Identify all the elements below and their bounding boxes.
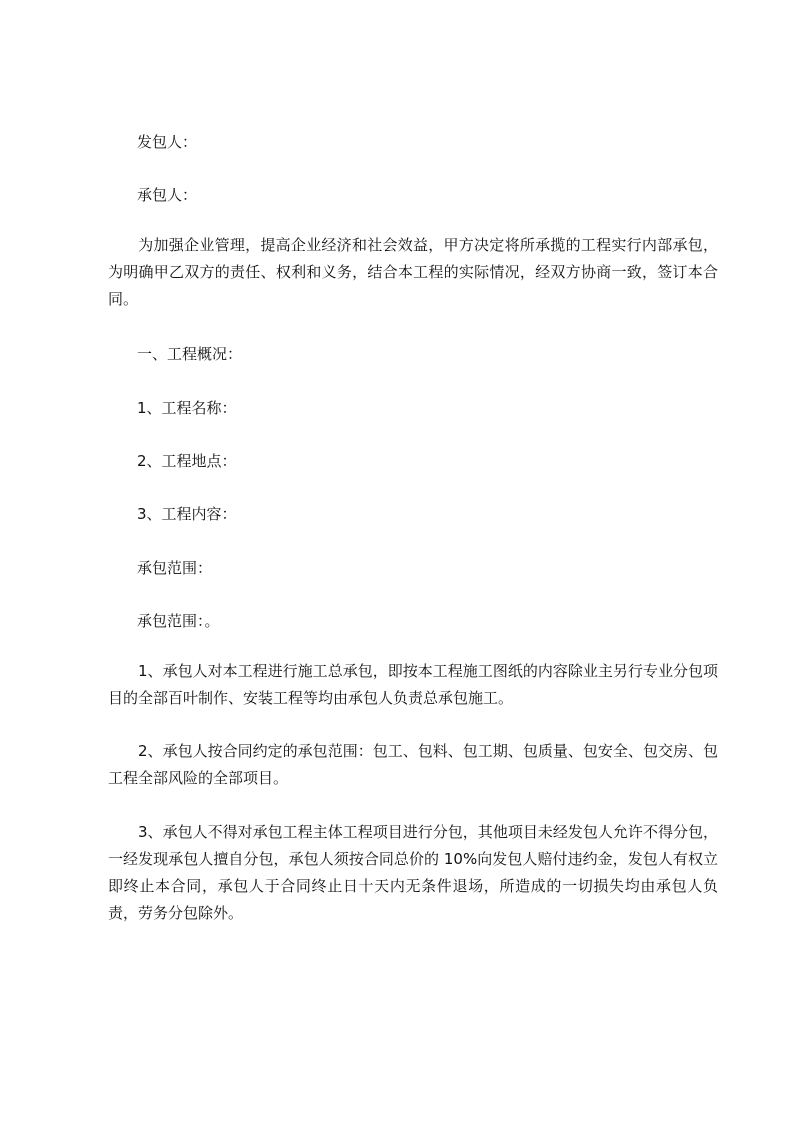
clause-2-text: 2、承包人按合同约定的承包范围：包工、包料、包工期、包质量、包安全、包交房、包工程全部风险的全部项目。	[108, 742, 718, 787]
contractor-label: 承包人：	[137, 186, 198, 204]
clause-1	[108, 658, 718, 712]
clause-2	[108, 738, 718, 792]
clause-1-text: 1、承包人对本工程进行施工总承包，即按本工程施工图纸的内容除业主另行专业分包项目的全部百叶制作、安装工程等均由承包人负责总承包施工。	[108, 662, 718, 707]
project-location-label: 2、工程地点：	[137, 452, 237, 470]
employer-label: 发包人：	[137, 133, 198, 151]
scope-label: 承包范围：	[137, 559, 213, 577]
project-name-label: 1、工程名称：	[137, 399, 237, 417]
clause-3-text: 3、承包人不得对承包工程主体工程项目进行分包，其他项目未经发包人允许不得分包，一经发现承包人擅自分包，承包人须按合同总价的 10%向发包人赔付违约金，发包人有权立即终止本合同，承包人于合同终止日十天内无条件退场，所造成的一切损失均由承包人负责，劳务分包除外。	[108, 823, 718, 922]
scope-label-2: 承包范围：。	[137, 612, 220, 630]
intro-paragraph	[108, 232, 718, 313]
project-content-label: 3、工程内容：	[137, 505, 237, 523]
intro-text: 为加强企业管理，提高企业经济和社会效益，甲方决定将所承揽的工程实行内部承包，为明确甲乙双方的责任、权利和义务，结合本工程的实际情况，经双方协商一致，签订本合同。	[108, 236, 718, 308]
section-heading: 一、工程概况：	[137, 345, 243, 363]
clause-3	[108, 819, 718, 927]
